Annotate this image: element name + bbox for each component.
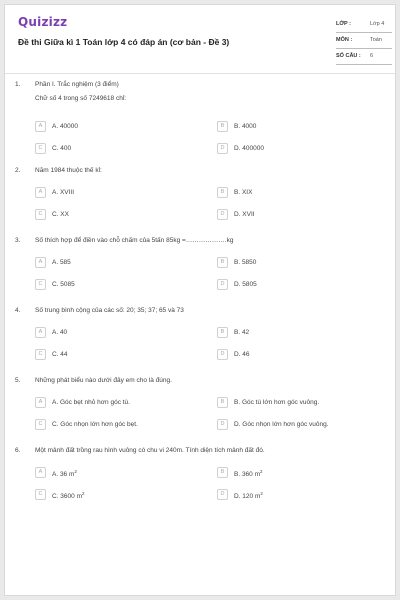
option-letter: D: [217, 143, 228, 154]
question-text: Một mảnh đất trồng rau hình vuông có chu vi 240m. Tính diện tích mảnh đất đó.: [35, 447, 265, 454]
meta-label: SỐ CÂU :: [336, 53, 361, 59]
option-letter: B: [217, 121, 228, 132]
option-text: [52, 491, 85, 500]
option-letter: A: [35, 187, 46, 198]
option-letter: B: [217, 467, 228, 478]
option-letter: B: [217, 187, 228, 198]
option-text: B. 4000: [234, 122, 257, 130]
meta-row-count: [336, 49, 392, 65]
option-text: D. 400000: [234, 144, 264, 152]
option-text: [52, 469, 77, 478]
option-letter: A: [35, 121, 46, 132]
option-letter: A: [35, 467, 46, 478]
option-text: B. 42: [234, 328, 250, 336]
option-text: [234, 469, 263, 478]
option-letter: C: [35, 143, 46, 154]
meta-value: Toán: [370, 37, 382, 43]
question-number: 6.: [15, 447, 21, 454]
question-text: Số trung bình cộng của các số: 20; 35; 37; 65 và 73: [35, 307, 184, 314]
option-text: A. 40000: [52, 122, 79, 130]
option-text: C. 5085: [52, 280, 75, 288]
option-letter: D: [217, 209, 228, 220]
quizizz-logo: Quizizz: [18, 15, 68, 29]
option-text: B. Góc tù lớn hơn góc vuông.: [234, 398, 320, 406]
meta-value: 6: [370, 53, 374, 59]
option-letter: A: [35, 257, 46, 268]
option-letter: D: [217, 489, 228, 500]
option-letter: B: [217, 397, 228, 408]
option-value: A. 36 m: [52, 470, 75, 478]
meta-label: MÔN :: [336, 37, 353, 43]
question-number: 4.: [15, 307, 21, 314]
question-number: 3.: [15, 237, 21, 244]
question-text: Phần I. Trắc nghiệm (3 điểm): [35, 81, 119, 88]
option-letter: C: [35, 209, 46, 220]
option-letter: C: [35, 489, 46, 500]
option-text: A. 40: [52, 328, 68, 336]
option-letter: D: [217, 419, 228, 430]
option-letter: C: [35, 419, 46, 430]
question-text: Những phát biểu nào dưới đây em cho là đúng.: [35, 377, 172, 384]
superscript: 2: [260, 468, 263, 474]
option-letter: C: [35, 279, 46, 290]
question-number: 5.: [15, 377, 21, 384]
option-value: D. 120 m: [234, 492, 261, 500]
question-text: Năm 1984 thuộc thế kỉ:: [35, 167, 102, 174]
question-number: 2.: [15, 167, 21, 174]
worksheet-page: [4, 4, 396, 596]
meta-row-subject: [336, 33, 392, 49]
option-letter: B: [217, 257, 228, 268]
option-text: [234, 491, 263, 500]
option-text: C. Góc nhọn lớn hơn góc bẹt.: [52, 420, 138, 428]
option-letter: B: [217, 327, 228, 338]
question-subtext: Chữ số 4 trong số 7249618 chỉ:: [35, 95, 127, 102]
header-divider: [5, 73, 395, 74]
meta-box: [336, 17, 392, 65]
option-letter: D: [217, 279, 228, 290]
option-letter: D: [217, 349, 228, 360]
superscript: 2: [82, 490, 85, 496]
option-text: D. 5805: [234, 280, 257, 288]
option-text: A. 585: [52, 258, 71, 266]
option-text: C. 400: [52, 144, 72, 152]
superscript: 2: [260, 490, 263, 496]
option-text: B. XIX: [234, 188, 253, 196]
meta-value: Lớp 4: [370, 21, 385, 27]
option-text: D. XVII: [234, 210, 255, 218]
meta-row-class: [336, 17, 392, 33]
option-value: B. 360 m: [234, 470, 261, 478]
option-text: B. 5850: [234, 258, 257, 266]
meta-label: LỚP :: [336, 21, 351, 27]
question-text: Số thích hợp để điền vào chỗ chấm của 5tấn 85kg =……………….kg: [35, 237, 234, 244]
question-number: 1.: [15, 81, 21, 88]
option-text: A. XVIII: [52, 188, 75, 196]
option-letter: C: [35, 349, 46, 360]
option-text: A. Góc bẹt nhỏ hơn góc tù.: [52, 398, 130, 406]
option-letter: A: [35, 397, 46, 408]
superscript: 2: [74, 468, 77, 474]
option-letter: A: [35, 327, 46, 338]
document-title: Đề thi Giữa kì 1 Toán lớp 4 có đáp án (cơ bản - Đề 3): [18, 37, 230, 47]
option-text: C. 44: [52, 350, 68, 358]
option-value: C. 3600 m: [52, 492, 82, 500]
option-text: D. Góc nhọn lớn hơn góc vuông.: [234, 420, 329, 428]
option-text: D. 46: [234, 350, 250, 358]
option-text: C. XX: [52, 210, 69, 218]
